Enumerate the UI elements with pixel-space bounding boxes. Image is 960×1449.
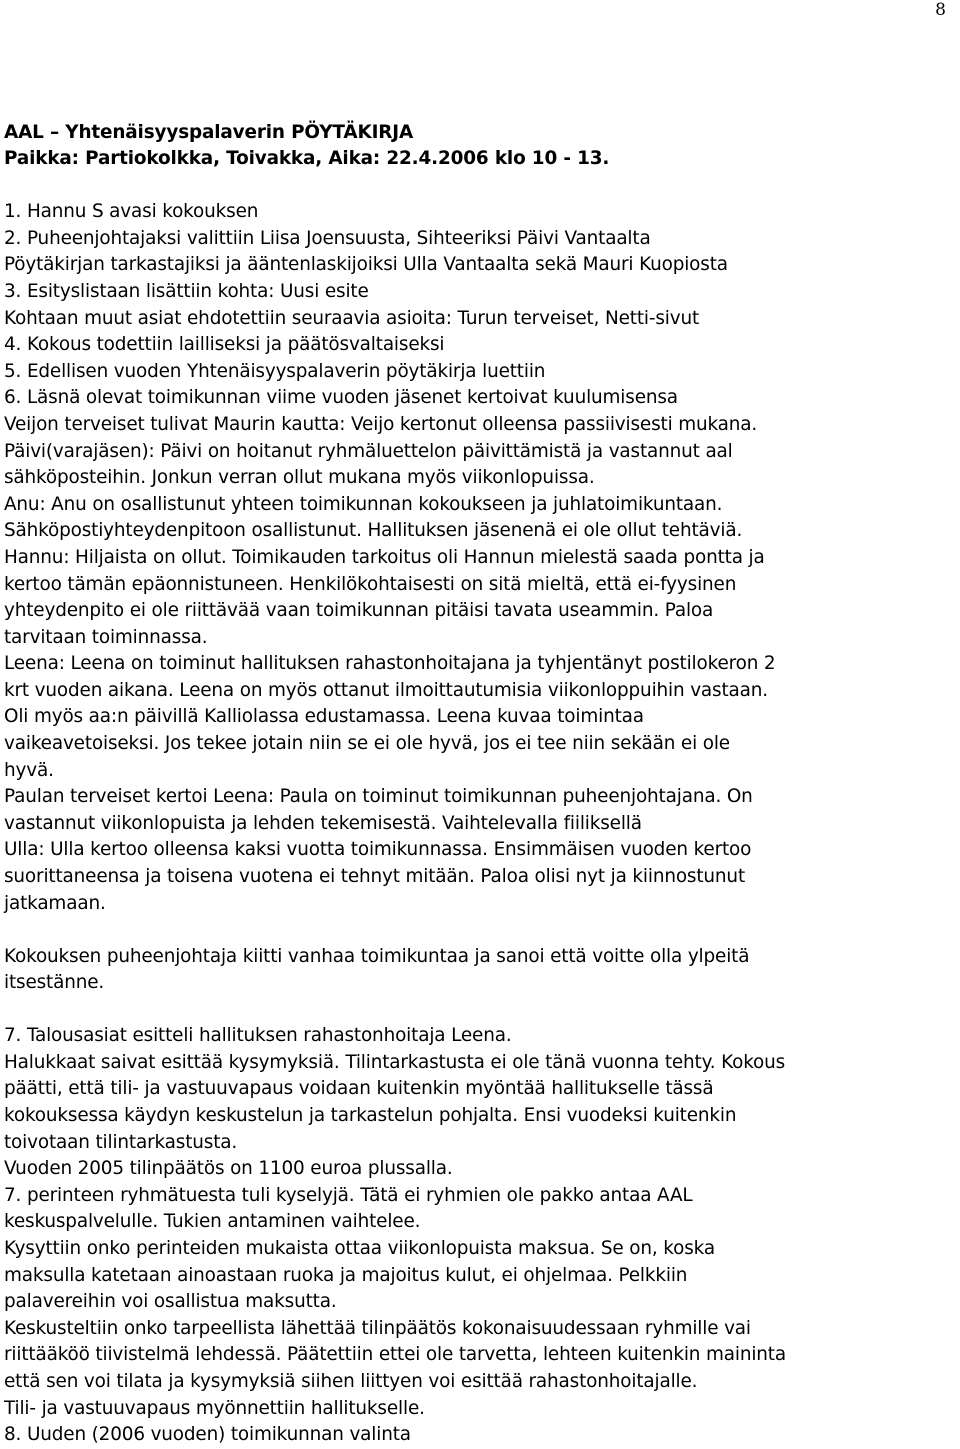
minutes-line: Vuoden 2005 tilinpäätös on 1100 euroa plussalla.: [4, 1158, 453, 1180]
minutes-line: Leena: Leena on toiminut hallituksen rahastonhoitajana ja tyhjentänyt postilokeron 2: [4, 653, 776, 675]
minutes-line: riittääköö tiivistelmä lehdessä. Päätettiin ettei ole tarvetta, lehteen kuitenkin maininta: [4, 1344, 786, 1366]
minutes-line: 5. Edellisen vuoden Yhtenäisyyspalaverin pöytäkirja luettiin: [4, 360, 546, 382]
minutes-line: kokouksessa käydyn keskustelun ja tarkastelun pohjalta. Ensi vuodeksi kuitenkin: [4, 1104, 737, 1126]
minutes-line: hyvä.: [4, 759, 54, 781]
minutes-line: Pöytäkirjan tarkastajiksi ja ääntenlaskijoiksi Ulla Vantaalta sekä Mauri Kuopiosta: [4, 254, 728, 276]
minutes-line: kertoo tämän epäonnistuneen. Henkilökohtaisesti on sitä mieltä, että ei-fyysinen: [4, 573, 737, 595]
minutes-line: maksulla katetaan ainoastaan ruoka ja majoitus kulut, ei ohjelmaa. Pelkkiin: [4, 1264, 688, 1286]
minutes-line: 3. Esityslistaan lisättiin kohta: Uusi esite: [4, 280, 369, 302]
minutes-line: Kohtaan muut asiat ehdotettiin seuraavia asioita: Turun terveiset, Netti-sivut: [4, 307, 700, 329]
minutes-line: 2. Puheenjohtajaksi valittiin Liisa Joensuusta, Sihteeriksi Päivi Vantaalta: [4, 227, 651, 249]
minutes-line: Kysyttiin onko perinteiden mukaista ottaa viikonlopuista maksua. Se on, koska: [4, 1237, 715, 1259]
minutes-line: suorittaneensa ja toisena vuotena ei tehnyt mitään. Paloa olisi nyt ja kiinnostunut: [4, 866, 746, 888]
minutes-line: vaikeavetoiseksi. Jos tekee jotain niin se ei ole hyvä, jos ei tee niin sekään ei ole: [4, 733, 730, 755]
minutes-line: 4. Kokous todettiin lailliseksi ja päätösvaltaiseksi: [4, 334, 445, 356]
spacer: [4, 917, 952, 943]
minutes-line: että sen voi tilata ja kysymyksiä siihen liittyen voi esittää rahastonhoitajalle.: [4, 1370, 698, 1392]
minutes-line: päätti, että tili- ja vastuuvapaus voidaan kuitenkin myöntää hallitukselle tässä: [4, 1078, 714, 1100]
minutes-line: 1. Hannu S avasi kokouksen: [4, 201, 259, 223]
minutes-line: 8. Uuden (2006 vuoden) toimikunnan valinta: [4, 1424, 411, 1446]
minutes-line: vastannut viikonlopuista ja lehden tekemisestä. Vaihtelevalla fiiliksellä: [4, 812, 642, 834]
minutes-line: Keskusteltiin onko tarpeellista lähettää tilinpäätös kokonaisuudessaan ryhmille vai: [4, 1317, 751, 1339]
meeting-place-and-time: Paikka: Partiokolkka, Toivakka, Aika: 22.4.2006 klo 10 - 13.: [4, 148, 610, 170]
minutes-section-chair-thanks: [4, 944, 952, 997]
minutes-line: Tili- ja vastuuvapaus myönnettiin hallitukselle.: [4, 1397, 425, 1419]
minutes-line: jatkamaan.: [4, 892, 106, 914]
minutes-line: Sähköpostiyhteydenpitoon osallistunut. Hallituksen jäsenenä ei ole ollut tehtäviä.: [4, 520, 743, 542]
spacer: [4, 173, 952, 199]
minutes-line: Veijon terveiset tulivat Maurin kautta: Veijo kertonut olleensa passiivisesti mukana.: [4, 413, 758, 435]
minutes-line: Päivi(varajäsen): Päivi on hoitanut ryhmäluettelon päivittämistä ja vastannut aal: [4, 440, 733, 462]
minutes-line: Oli myös aa:n päivillä Kalliolassa edustamassa. Leena kuvaa toimintaa: [4, 706, 644, 728]
minutes-document: [4, 120, 952, 1449]
minutes-line: toivotaan tilintarkastusta.: [4, 1131, 238, 1153]
minutes-line: Ulla: Ulla kertoo olleensa kaksi vuotta toimikunnassa. Ensimmäisen vuoden kertoo: [4, 839, 752, 861]
minutes-line: keskuspalvelulle. Tukien antaminen vaihtelee.: [4, 1211, 421, 1233]
minutes-line: yhteydenpito ei ole riittävää vaan toimikunnan pitäisi tavata useammin. Paloa: [4, 600, 714, 622]
minutes-line: Paulan terveiset kertoi Leena: Paula on toiminut toimikunnan puheenjohtajana. On: [4, 786, 753, 808]
minutes-line: Kokouksen puheenjohtaja kiitti vanhaa toimikuntaa ja sanoi että voitte olla ylpeitä: [4, 945, 750, 967]
minutes-line: tarvitaan toiminnassa.: [4, 626, 208, 648]
page-number: 8: [935, 0, 946, 20]
minutes-line: itsestänne.: [4, 972, 105, 994]
minutes-line: 7. Talousasiat esitteli hallituksen rahastonhoitaja Leena.: [4, 1025, 512, 1047]
minutes-line: krt vuoden aikana. Leena on myös ottanut ilmoittautumisia viikonloppuihin vastaan.: [4, 679, 768, 701]
minutes-line: Hannu: Hiljaista on ollut. Toimikauden tarkoitus oli Hannun mielestä saada pontta ja: [4, 546, 765, 568]
minutes-line: sähköposteihin. Jonkun verran ollut mukana myös viikonlopuissa.: [4, 467, 595, 489]
minutes-line: palavereihin voi osallistua maksutta.: [4, 1291, 337, 1313]
minutes-line: Anu: Anu on osallistunut yhteen toimikunnan kokoukseen ja juhlatoimikuntaan.: [4, 493, 723, 515]
minutes-line: 6. Läsnä olevat toimikunnan viime vuoden jäsenet kertoivat kuulumisensa: [4, 387, 678, 409]
minutes-line: 7. perinteen ryhmätuesta tuli kyselyjä. Tätä ei ryhmien ole pakko antaa AAL: [4, 1184, 693, 1206]
minutes-section-finances: [4, 1023, 952, 1449]
spacer: [4, 997, 952, 1023]
minutes-line: Halukkaat saivat esittää kysymyksiä. Tilintarkastusta ei ole tänä vuonna tehty. Kokous: [4, 1051, 786, 1073]
document-title: AAL – Yhtenäisyyspalaverin PÖYTÄKIRJA: [4, 122, 414, 143]
minutes-section-opening-and-member-reports: [4, 199, 952, 917]
